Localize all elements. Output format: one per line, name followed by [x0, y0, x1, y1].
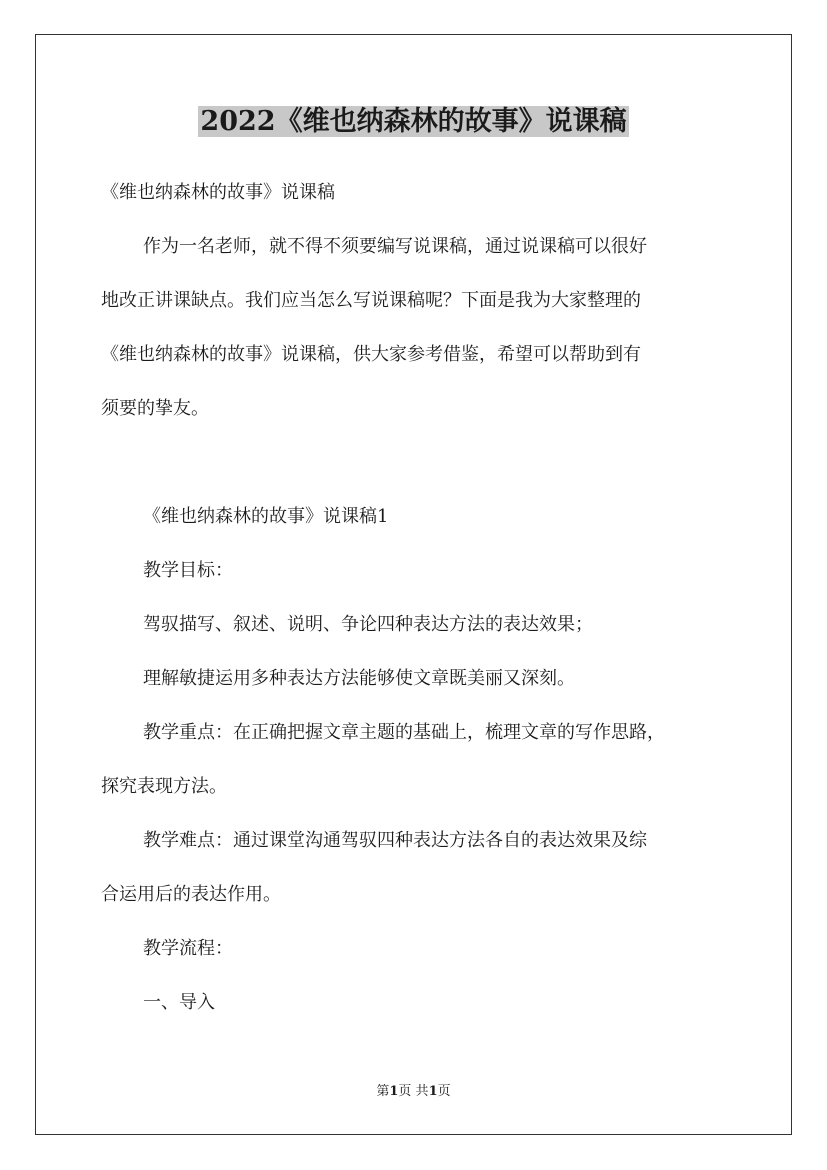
document-title: 2022《维也纳森林的故事》说课稿: [200, 106, 627, 137]
footer-prefix: 第: [376, 1084, 390, 1099]
footer-mid: 页 共: [398, 1084, 429, 1099]
body-line: 教学目标：: [143, 560, 233, 581]
intro-line: 作为一名老师，就不得不须要编写说课稿，通过说课稿可以很好: [143, 236, 647, 257]
body-line: 教学流程：: [143, 938, 233, 959]
body-line: 合运用后的表达作用。: [101, 884, 281, 905]
intro-line: 须要的挚友。: [101, 398, 209, 419]
page-footer: [0, 1082, 827, 1102]
body-line: 探究表现方法。: [101, 776, 227, 797]
section-heading: 《维也纳森林的故事》说课稿1: [143, 506, 389, 527]
footer-suffix: 页: [437, 1084, 451, 1099]
total-pages: 1: [428, 1084, 438, 1099]
body-line: 教学重点：在正确把握文章主题的基础上，梳理文章的写作思路，: [143, 722, 665, 743]
page-number: 1: [389, 1084, 399, 1099]
body-line: 理解敏捷运用多种表达方法能够使文章既美丽又深刻。: [143, 668, 575, 689]
document-subtitle: 《维也纳森林的故事》说课稿: [101, 182, 335, 203]
body-line: 教学难点：通过课堂沟通驾驭四种表达方法各自的表达效果及综: [143, 830, 647, 851]
intro-line: 《维也纳森林的故事》说课稿，供大家参考借鉴，希望可以帮助到有: [101, 344, 641, 365]
intro-line: 地改正讲课缺点。我们应当怎么写说课稿呢？下面是我为大家整理的: [101, 290, 641, 311]
body-line: 一、导入: [143, 992, 215, 1013]
body-line: 驾驭描写、叙述、说明、争论四种表达方法的表达效果；: [143, 614, 593, 635]
